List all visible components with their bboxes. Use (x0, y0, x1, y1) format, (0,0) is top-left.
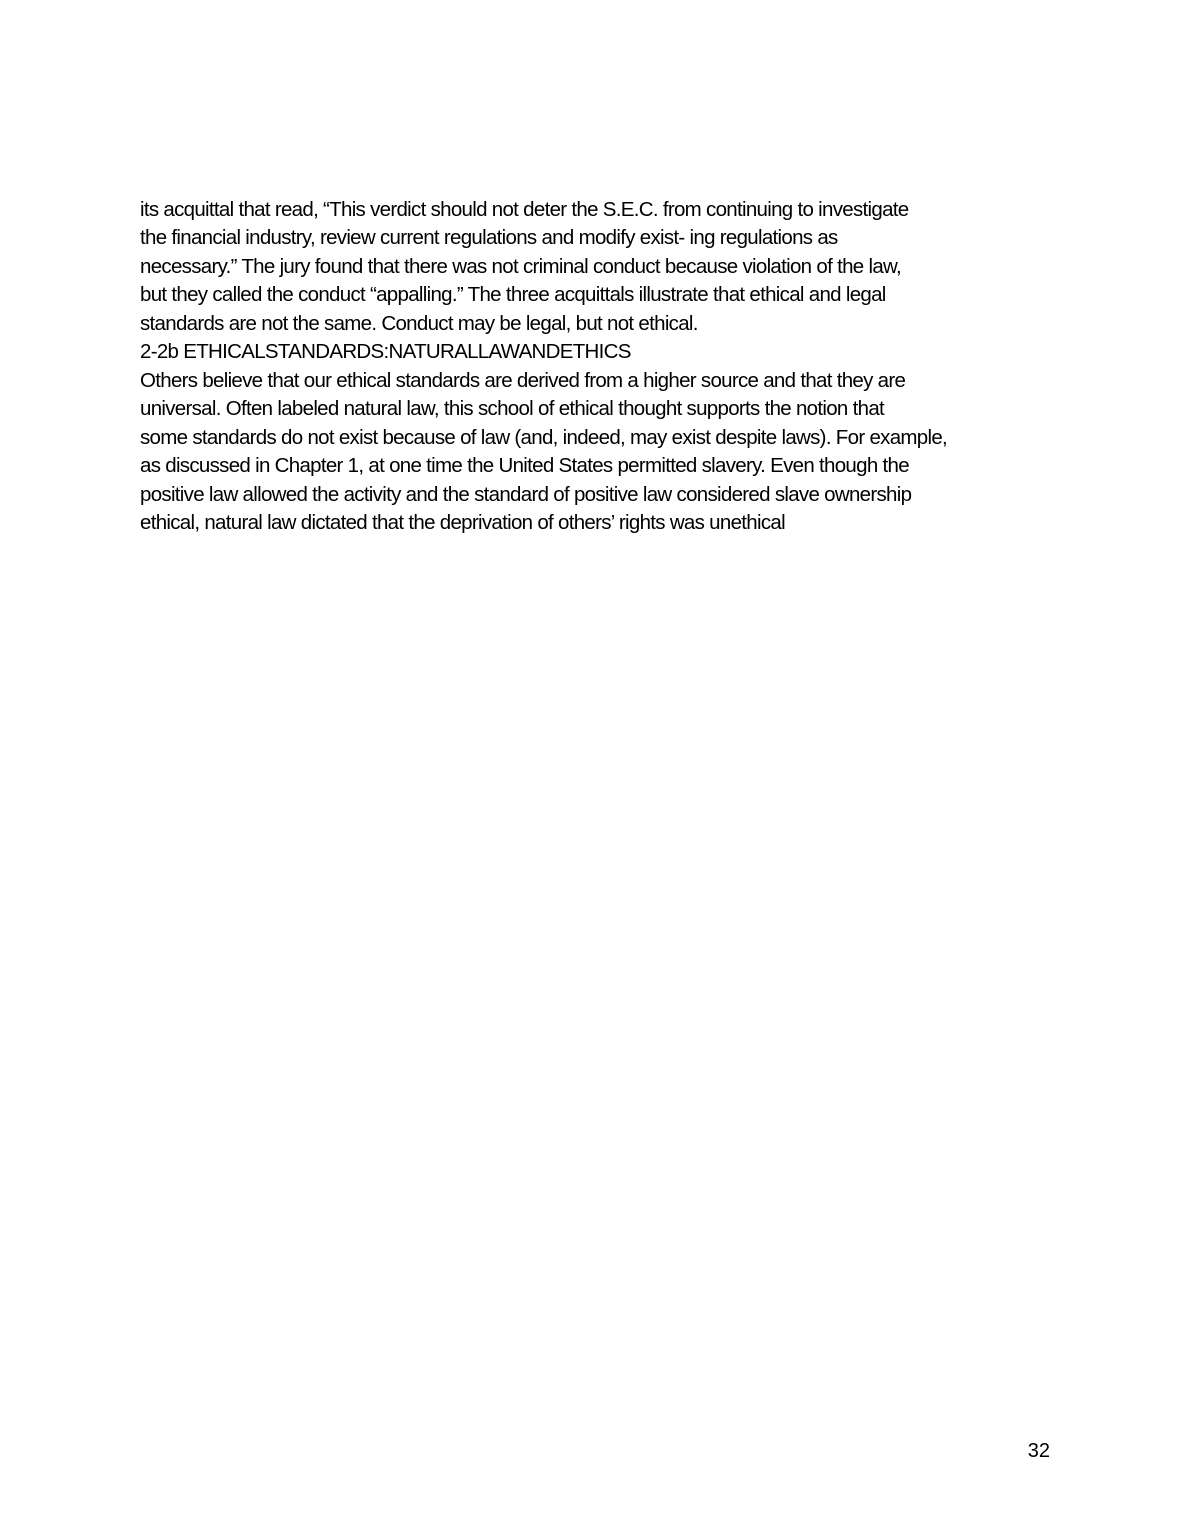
paragraph2-line-1: Others believe that our ethical standards are derived from a higher source and that they are (140, 368, 906, 392)
paragraph2-line-6: ethical, natural law dictated that the deprivation of others’ rights was unethical (140, 510, 785, 534)
paragraph1-line-1: its acquittal that read, “This verdict should not deter the S.E.C. from continuing to investigate (140, 198, 909, 221)
paragraph1-line-2: the financial industry, review current regulations and modify exist- ing regulations as (140, 226, 838, 250)
paragraph1-line-5: standards are not the same. Conduct may be legal, but not ethical. (140, 311, 698, 335)
paragraph1-line-3: necessary.” The jury found that there was not criminal conduct because violation of the law, (140, 254, 901, 278)
paragraph2-line-5: positive law allowed the activity and the standard of positive law considered slave ownership (140, 482, 912, 506)
page-number: 32 (1027, 1440, 1050, 1462)
section-heading: 2-2b ETHICALSTANDARDS:NATURALLAWANDETHICS (140, 340, 631, 364)
paragraph2-line-4: as discussed in Chapter 1, at one time the United States permitted slavery. Even though the (140, 454, 909, 478)
paragraph2-line-3: some standards do not exist because of law (and, indeed, may exist despite laws). For example, (140, 425, 948, 449)
paragraph1-line-4: but they called the conduct “appalling.” The three acquittals illustrate that ethical and legal (140, 283, 886, 307)
paragraph2-line-2: universal. Often labeled natural law, this school of ethical thought supports the notion that (140, 397, 885, 421)
document-text-block (140, 196, 1052, 537)
